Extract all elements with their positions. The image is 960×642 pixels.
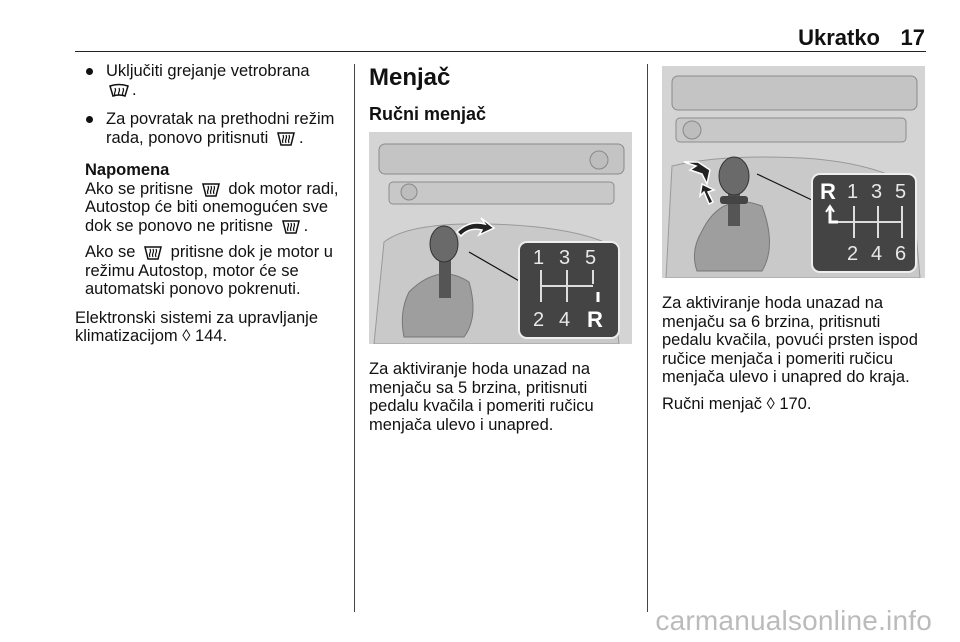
gearshift-5-speed-illustration bbox=[369, 132, 632, 344]
gear-label: 1 bbox=[533, 247, 545, 269]
caption-text: Za aktiviranje hoda unazad na menjaču sa 6 brzina, pritisnuti pedalu kvačila, povući prsten ispod ručice menjača i pomeriti ručicu menjača ulevo i unapred do kraja. bbox=[662, 294, 918, 386]
bullet-text: Za povratak na prethodni režim rada, ponovo pritisnuti bbox=[106, 110, 335, 147]
rear-window-heat-icon bbox=[200, 182, 222, 198]
caption-text: Za aktiviranje hoda unazad na menjaču sa 5 brzina, pritisnuti pedalu kvačila i pomeriti ručicu menjača ulevo i unapred. bbox=[369, 360, 594, 434]
gearshift-6-speed-illustration bbox=[662, 66, 925, 278]
body-paragraph: Elektronski sistemi za upravljanje klimatizacijom ◊ 144. bbox=[75, 308, 319, 345]
bullet-dot bbox=[86, 68, 93, 75]
section-title: Ukratko bbox=[798, 25, 880, 50]
column-divider bbox=[354, 64, 355, 612]
gear-label-reverse: R bbox=[820, 179, 836, 204]
gear-label: 3 bbox=[871, 181, 883, 203]
gear-label: 5 bbox=[585, 247, 597, 269]
subsection-heading: Ručni menjač bbox=[369, 104, 487, 124]
page-ref-arrow-icon: ◊ bbox=[766, 394, 775, 413]
page-header bbox=[0, 0, 960, 52]
cross-reference: Ručni menjač ◊ 170. bbox=[662, 394, 812, 413]
bullet-text: Uključiti grejanje vetrobrana bbox=[106, 62, 310, 80]
column-divider bbox=[647, 64, 648, 612]
section-heading: Menjač bbox=[369, 64, 451, 91]
gear-label: 4 bbox=[559, 309, 571, 331]
gear-label: 3 bbox=[559, 247, 571, 269]
bullet-item-windscreen: Uključiti grejanje vetrobrana . bbox=[75, 62, 343, 99]
column-middle bbox=[369, 62, 637, 124]
rear-window-heat-icon bbox=[142, 245, 164, 261]
page-ref-link[interactable]: 144 bbox=[195, 327, 223, 345]
page-number: 17 bbox=[900, 25, 925, 50]
note-block bbox=[75, 161, 343, 299]
page-ref-arrow-icon: ◊ bbox=[182, 327, 191, 345]
gear-label: 5 bbox=[895, 181, 907, 203]
note-paragraph: Ako se pritisne dok je motor u režimu Autostop, motor će se automatski ponovo pokrenuti. bbox=[85, 243, 333, 298]
bullet-item-previous-mode: Za povratak na prethodni režim rada, ponovo pritisnuti . bbox=[75, 110, 343, 147]
gear-label: 1 bbox=[847, 181, 859, 203]
watermark: carmanualsonline.info bbox=[655, 605, 932, 636]
rear-window-heat-icon bbox=[275, 131, 297, 147]
figure-caption bbox=[369, 360, 637, 434]
note-title: Napomena bbox=[85, 161, 170, 179]
page-ref-link[interactable]: 170 bbox=[779, 394, 807, 413]
gear-label: 4 bbox=[871, 243, 883, 265]
gear-label: 6 bbox=[895, 243, 907, 265]
rear-window-heat-icon bbox=[280, 219, 302, 235]
bullet-dot bbox=[86, 116, 93, 123]
figure-caption bbox=[662, 294, 930, 413]
header-rule bbox=[75, 51, 926, 52]
gear-label-reverse: R bbox=[587, 307, 603, 332]
gear-label: 2 bbox=[533, 309, 545, 331]
windscreen-heat-icon bbox=[108, 83, 130, 99]
column-left bbox=[75, 62, 343, 346]
gear-label: 2 bbox=[847, 243, 859, 265]
note-paragraph: Ako se pritisne dok motor radi, Autostop će biti onemogućen sve dok se ponovo ne pritisne . bbox=[85, 179, 339, 235]
